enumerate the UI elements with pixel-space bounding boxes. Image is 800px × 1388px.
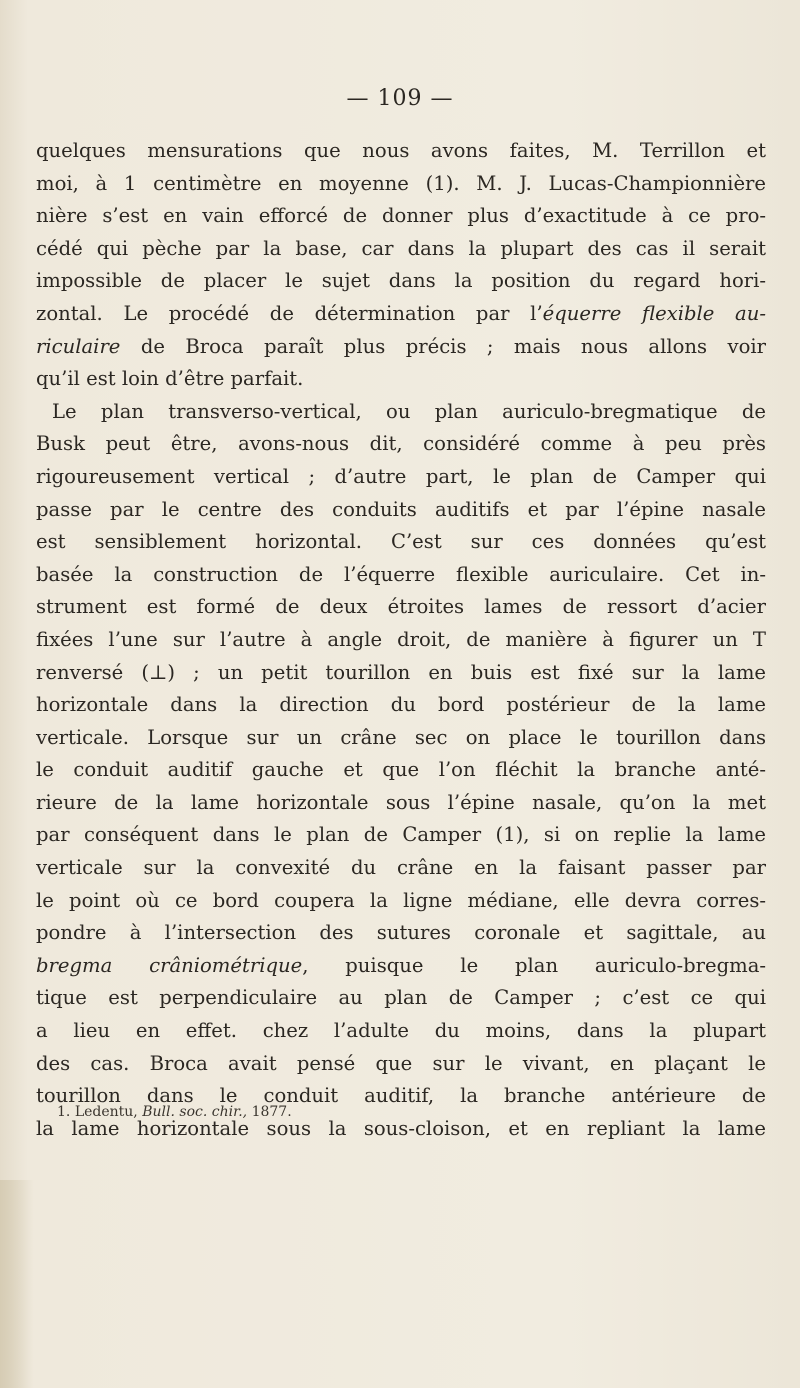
text-run: tique est perpendiculaire au plan de Camper ; c’est ce qui — [36, 986, 766, 1010]
text-run: , puisque le plan auriculo-bregma- — [302, 953, 766, 977]
text-run: impossible de placer le sujet dans la position du regard hori- — [36, 269, 766, 293]
text-run: de Broca paraît plus précis ; mais nous allons voir — [120, 334, 766, 358]
text-line — [36, 363, 766, 396]
text-line — [36, 494, 766, 527]
text-run: passe par le centre des conduits auditifs et par l’épine nasale — [36, 497, 766, 521]
text-run: basée la construction de l’équerre flexible auriculaire. Cet in- — [36, 562, 766, 586]
text-line — [36, 298, 766, 331]
text-line — [36, 428, 766, 461]
text-run: tourillon dans le conduit auditif, la branche antérieure de — [36, 1084, 766, 1108]
text-line — [36, 722, 766, 755]
text-line — [36, 526, 766, 559]
text-line — [36, 591, 766, 624]
footnote-author: Ledentu, — [74, 1104, 138, 1120]
footnote-number: 1. — [57, 1104, 71, 1120]
text-line — [36, 689, 766, 722]
footnote — [57, 1104, 292, 1120]
text-run: nière s’est en vain efforcé de donner plus d’exactitude à ce pro- — [36, 204, 766, 228]
text-line — [36, 657, 766, 690]
text-run: quelques mensurations que nous avons faites, M. Terrillon et — [36, 139, 766, 162]
text-run: rigoureusement vertical ; d’autre part, le plan de Camper qui — [36, 464, 766, 488]
text-line — [36, 559, 766, 592]
text-run: qu’il est loin d’être parfait. — [36, 367, 304, 391]
text-line — [36, 1015, 766, 1048]
footnote-source: Bull. soc. chir., — [142, 1104, 248, 1120]
text-line — [36, 852, 766, 885]
text-run: horizontale dans la direction du bord postérieur de la lame — [36, 693, 766, 717]
text-line — [36, 265, 766, 298]
text-line — [36, 461, 766, 494]
text-run: verticale. Lorsque sur un crâne sec on place le tourillon dans — [36, 725, 766, 749]
text-run: Busk peut être, avons-nous dit, considéré comme à peu près — [36, 432, 766, 456]
italic-text: équerre flexible au- — [542, 301, 766, 325]
text-run: la lame horizontale sous la sous-cloison, et en repliant la lame — [36, 1116, 766, 1140]
text-run: cédé qui pèche par la base, car dans la plupart des cas il serait — [36, 236, 766, 260]
text-run: moi, à 1 centimètre en moyenne (1). M. J. Lucas-Championnière — [36, 171, 766, 195]
text-run: a lieu en effet. chez l’adulte du moins, dans la plupart — [36, 1019, 766, 1043]
text-run: le conduit auditif gauche et que l’on fléchit la branche anté- — [36, 758, 766, 782]
text-run: pondre à l’intersection des sutures coronale et sagittale, au — [36, 921, 766, 945]
text-line — [36, 233, 766, 266]
text-line — [36, 787, 766, 820]
text-line — [36, 200, 766, 233]
text-run: renversé (⊥) ; un petit tourillon en buis est fixé sur la lame — [36, 660, 766, 684]
text-line — [36, 1048, 766, 1081]
text-line — [36, 168, 766, 201]
italic-text: bregma crâniométrique — [36, 953, 303, 977]
text-line — [36, 331, 766, 364]
text-run: verticale sur la convexité du crâne en la faisant passer par — [36, 856, 766, 880]
text-line — [36, 135, 766, 168]
text-run: fixées l’une sur l’autre à angle droit, de manière à figurer un T — [36, 627, 766, 651]
page-number: — 109 — — [346, 86, 454, 111]
text-run: strument est formé de deux étroites lames de ressort d’acier — [36, 595, 766, 619]
italic-text: riculaire — [36, 334, 121, 358]
text-line — [36, 819, 766, 852]
text-run: des cas. Broca avait pensé que sur le vivant, en plaçant le — [36, 1051, 766, 1075]
text-line — [36, 396, 766, 429]
text-run: le point où ce bord coupera la ligne médiane, elle devra corres- — [36, 888, 766, 912]
body-text — [36, 135, 766, 1145]
text-line — [36, 754, 766, 787]
footnote-year: 1877. — [251, 1104, 292, 1120]
text-line — [36, 950, 766, 983]
text-line — [36, 624, 766, 657]
text-run: par conséquent dans le plan de Camper (1), si on replie la lame — [36, 823, 766, 847]
text-run: zontal. Le procédé de détermination par l’ — [36, 301, 543, 325]
text-line — [36, 885, 766, 918]
text-run: est sensiblement horizontal. C’est sur ces données qu’est — [36, 530, 766, 554]
page-edge-shadow — [0, 1180, 34, 1388]
text-run: rieure de la lame horizontale sous l’épine nasale, qu’on la met — [36, 790, 766, 814]
text-line — [36, 917, 766, 950]
text-line — [36, 982, 766, 1015]
text-run: Le plan transverso-vertical, ou plan auriculo-bregmatique de — [52, 399, 766, 423]
